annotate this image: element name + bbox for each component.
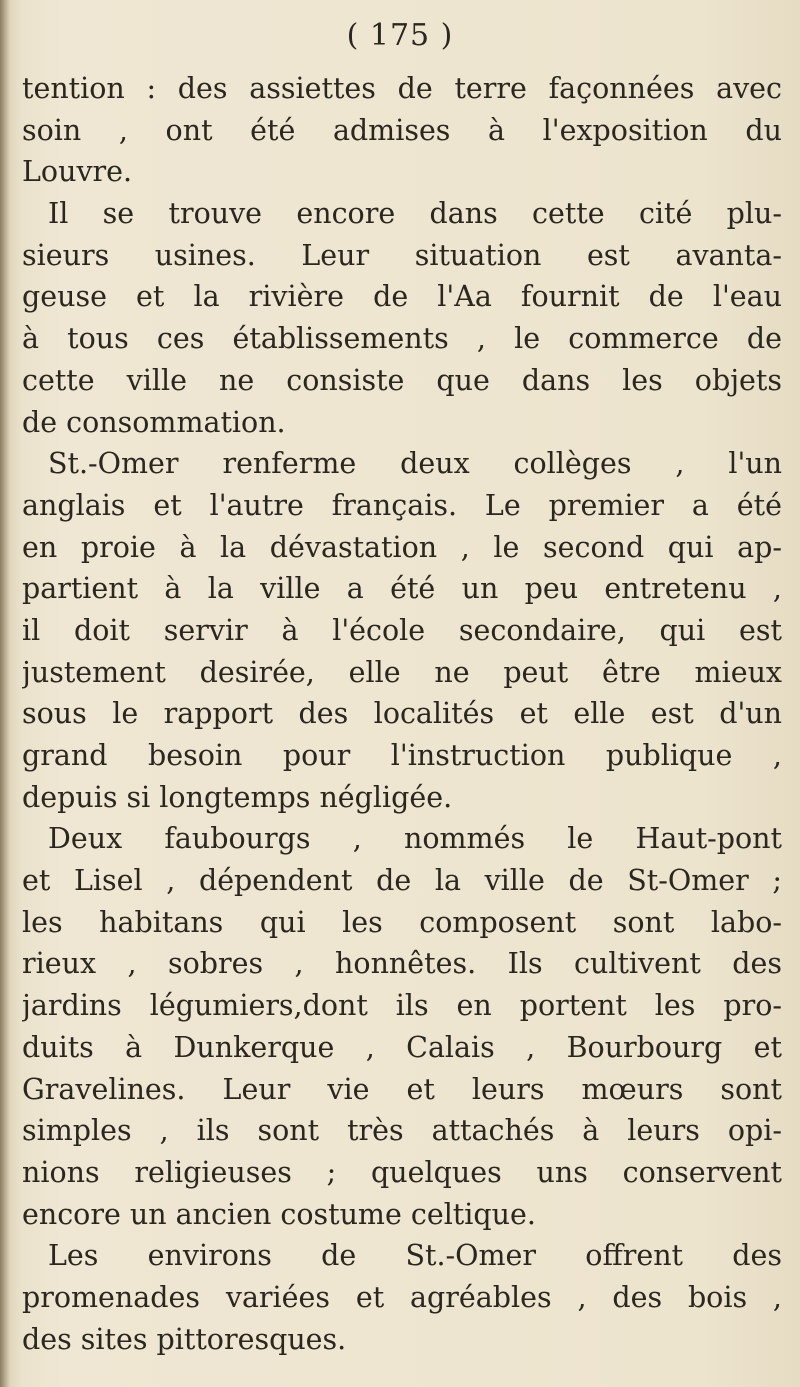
text-line: soin , ont été admises à l'exposition du <box>22 113 782 147</box>
text-line: sieurs usines. Leur situation est avanta- <box>22 238 782 272</box>
text-line: St.-Omer renferme deux collèges , l'un <box>48 447 782 481</box>
text-line: cette ville ne consiste que dans les objets <box>22 363 782 397</box>
text-line: de consommation. <box>22 405 286 439</box>
text-line: Gravelines. Leur vie et leurs mœurs sont <box>22 1072 782 1106</box>
text-line: des sites pittoresques. <box>22 1322 347 1356</box>
text-line: encore un ancien costume celtique. <box>22 1197 536 1231</box>
page-gutter <box>0 0 10 1387</box>
text-line: Deux faubourgs , nommés le Haut-pont <box>48 822 782 856</box>
text-line: grand besoin pour l'instruction publique , <box>22 739 782 772</box>
page-number: ( 175 ) <box>346 18 454 53</box>
text-line: geuse et la rivière de l'Aa fournit de l'eau <box>22 280 782 314</box>
body-text <box>22 68 782 1360</box>
text-line: il doit servir à l'école secondaire, qui est <box>22 613 782 647</box>
text-line: promenades variées et agréables , des bois , <box>22 1280 782 1314</box>
text-line: jardins légumiers,dont ils en portent les pro- <box>22 989 782 1023</box>
text-line: Louvre. <box>22 155 133 189</box>
text-line: à tous ces établissements , le commerce de <box>22 322 782 356</box>
text-line: nions religieuses ; quelques uns conservent <box>22 1155 782 1189</box>
text-line: Les environs de St.-Omer offrent des <box>48 1239 782 1273</box>
text-line: rieux , sobres , honnêtes. Ils cultivent des <box>22 947 782 981</box>
text-line: en proie à la dévastation , le second qui ap- <box>22 530 782 564</box>
text-line: sous le rapport des localités et elle est d'un <box>22 697 782 731</box>
text-line: et Lisel , dépendent de la ville de St-Omer ; <box>22 864 782 898</box>
text-line: tention : des assiettes de terre façonnées avec <box>22 72 782 105</box>
text-line: depuis si longtemps négligée. <box>22 780 453 814</box>
text-line: anglais et l'autre français. Le premier a été <box>22 488 782 522</box>
text-line: simples , ils sont très attachés à leurs opi- <box>22 1114 782 1148</box>
text-line: les habitans qui les composent sont labo- <box>22 905 782 939</box>
text-line: duits à Dunkerque , Calais , Bourbourg et <box>22 1030 782 1064</box>
text-line: partient à la ville a été un peu entretenu , <box>22 572 782 606</box>
text-line: Il se trouve encore dans cette cité plu- <box>48 197 782 231</box>
text-line: justement desirée, elle ne peut être mieux <box>22 655 782 689</box>
